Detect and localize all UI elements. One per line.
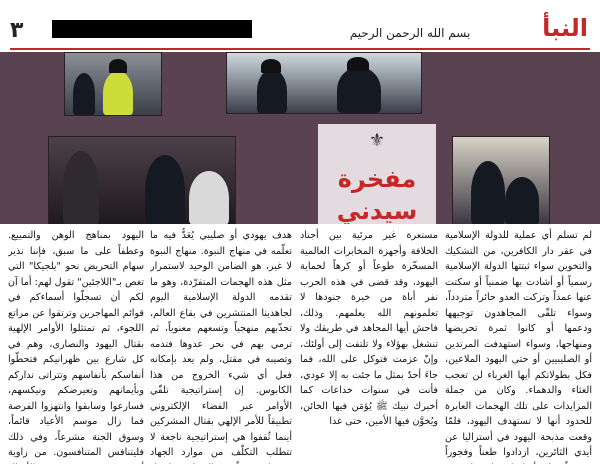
text-column-2: [300, 228, 438, 464]
text-column-4: [8, 228, 144, 464]
column-text: اليهود بمناهج الوهن والتمييع. وعطفاً على ما سبق، فإننا نذير سهام التحريض نحو "يلجيكا" التي تغص بـ"اللاجئين" تقول لهم: أما آن لكم أن تسجلّوا أسماءكم في قوائم المهاجرين وترتقوا عن مراتع اللجوء، ثم تمتثلوا الأوامر الإلهية بقتال اليهود والنصارى، وهم في كل شارع بين ظهرانيكم فتحطّوا أنفاسكم بأنفاسهم وتتراتى نداركم وبأيمانهم وتعيرضكم ونيكسهم، فسارعوا وسابقوا وانتهزوا الفرصة فما زال موسم الأعياد قائماً، وسوق الجنة مشرعاً، وفي ذلك فليتنافس المتنافسون. من زاوية: [8, 230, 144, 458]
title-box: [318, 124, 436, 224]
photo-police-2: [226, 52, 422, 114]
photo-police-4: [452, 136, 550, 224]
article-body: [0, 224, 600, 464]
redaction-bar: [52, 20, 252, 38]
page-header: [0, 0, 600, 52]
photo-police-3: [48, 136, 236, 224]
article-title-line2: سيدني: [336, 197, 418, 224]
feature-banner: [0, 52, 600, 224]
page-number: ٣: [10, 18, 24, 43]
photo-police-1: [64, 52, 162, 116]
column-text: هدف يهودي أو صليبي يُعَدُّ فيه ما تعلّمه في منهاج النبوة. منهاج النبوة لا غير، هو الضامن الوحيد لاستمرار مثل هذه الهجمات المتفرّدة، وهو ما تقدمه الدولة الإسلامية اليوم لجاهدينا المنتشرين في بقاع العالم، تجذّبهم منهجياً وتسعهم معنوياً، ثم ترمي بهم في نحر عدوها فتدمه وتصيبه في مقتل، ولم يعد بإمكانه فعل أي شيء الخروج من هذا الكابوس. إن إستراتيجية تلقّي الأوامر عبر الفضاء الإلكتروني تطبيقاً للأمر الإلهي بقتال المشركين أينما ثُقفوا هي إستراتيجية ناجعة لا تتطلب التكلّف من موارد الجهاد: [150, 230, 292, 458]
text-column-3: [150, 228, 292, 464]
header-divider: [10, 48, 590, 50]
fleur-de-lis-icon: ⚜: [368, 130, 386, 151]
publication-logo: النبأ: [542, 14, 588, 42]
column-text: مستعرة غير مرئية بين أجناد الخلافة وأجهزة المخابرات العالمية المسخّرة طوعاً أو كرهاً لحماية اليهود، وقد قضى في هذه الحرب نفر أباة من خيرة جنودها لا تعلمونهم الله يعلمهم. وذلك، فاحش أيها المجاهد في طريقك ولا تنشغل بهؤلاء ولا تلتفت إلى أولئك، وإنّ عزمت فتوكل على الله، فما جاءَ أحدٌ بمثل ما جئت به إلا عودي، فأنت في سنوات خداعات كما أخبرك نبيك ﷺ يُؤمَن فيها الخائن، ويُخوَّن فيها الأمين، حتى غدا: [300, 230, 438, 427]
article-title-line1: مفخرة: [337, 165, 417, 193]
text-column-1: [445, 228, 592, 464]
basmala: بسم الله الرحمن الرحيم: [349, 26, 471, 40]
column-text: لم تسلم أي عملية للدولة الإسلامية في عقر دار الكافرين، من التشكيك والتخوين سواء ثبتتها الدولة الإسلامية رسمياً أو أشادت بها ضمنياً أو سكتت عنها عمداً وتركت العدو حائراً متردداً، وسواء تلقّى المجاهدون توجيهها ودعمها أو كانوا ثمرة تحريضها ومنهاجها، وسواء استهدفت المرتدين أو الصليبيين أو حتى اليهود الملاعين، فكل بطولاتكم أيها الغرباء لن تعجب الغثاء والدهماء. وكان من جملة المزايدات على تلك الهجمات العابرة للحدود أنها لا تستهدف اليهود، فلمّا وقعت مذبحة اليهود في أستراليا عن أيدي الثائرين، ازدادوا طعناً وفجوراً: [445, 230, 592, 458]
